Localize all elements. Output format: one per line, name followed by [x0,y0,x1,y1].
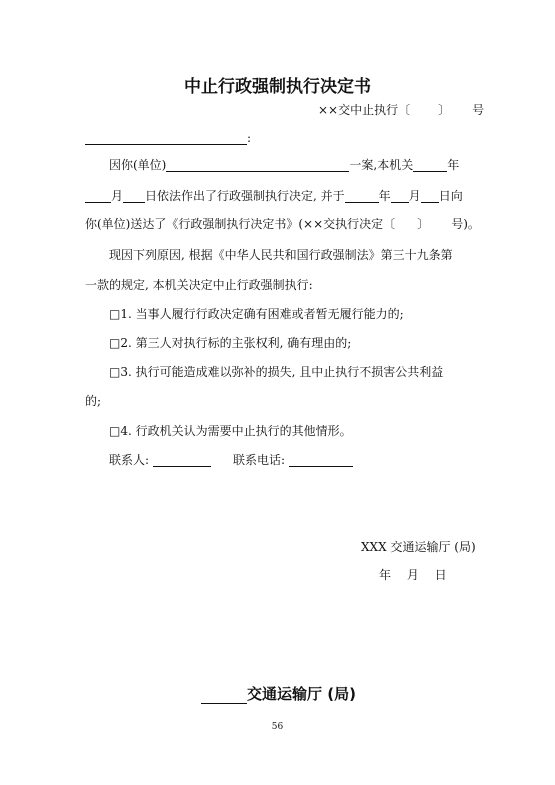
para1-text: 年 [378,189,391,203]
addressee-colon: : [247,131,252,145]
para1-text: 因你(单位) [109,158,167,172]
para1-text: 日向 [438,189,463,203]
blank [421,190,439,203]
blank [85,190,111,203]
reason-item-4: □4. 行政机关认为需要中止执行的其他情形。 [109,424,352,438]
document-number-bracket: 〕 [438,103,451,117]
para1-text: 月 [111,189,124,203]
page-number: 56 [271,722,284,732]
contact-line [109,453,353,467]
para2-line1: 现因下列原因, 根据《中华人民共和国行政强制法》第三十九条第 [109,248,453,262]
footer-org-title [201,683,356,704]
blank [123,190,145,203]
contact-phone-label: 联系电话: [233,453,286,467]
contact-person-label: 联系人: [109,453,150,467]
para1-text: 日依法作出了行政强制执行决定, 并于 [145,189,345,203]
para1-text: 〕 [417,217,430,231]
para1-line3 [85,217,480,231]
reason-item-2: □2. 第三人对执行标的主张权利, 确有理由的; [109,336,352,350]
para1-text: 号)。 [451,217,480,231]
addressee-blank [85,132,247,145]
case-blank [166,159,349,172]
reason-item-3: □3. 执行可能造成难以弥补的损失, 且中止执行不损害公共利益 [109,365,444,379]
footer-org-text: 交通运输厅 (局) [247,685,356,703]
addressee-line [85,131,251,145]
document-number-suffix: 号 [472,103,485,117]
signature-date: 年 月 日 [379,568,447,582]
contact-person-blank [153,454,211,467]
blank [391,190,409,203]
para1-text: 一案,本机关 [349,158,414,172]
document-number-prefix: ××交中止执行〔 [318,103,411,117]
document-title: 中止行政强制执行决定书 [184,77,371,97]
contact-phone-blank [289,454,353,467]
footer-org-blank [201,689,247,704]
para1-text: 月 [408,189,421,203]
reason-item-1: □1. 当事人履行行政决定确有困难或者暂无履行能力的; [109,307,404,321]
para1-text: 年 [447,158,460,172]
para1-line2 [85,189,463,203]
signature-org: XXX 交通运输厅 (局) [361,540,476,554]
year-blank [413,159,447,172]
blank [345,190,379,203]
para2-line2: 一款的规定, 本机关决定中止行政强制执行: [85,278,313,292]
para1-text: 你(单位)送达了《行政强制执行决定书》(××交执行决定〔 [85,217,396,231]
reason-item-3-cont: 的; [85,394,102,408]
para1-line1 [109,158,459,172]
document-number [318,101,484,118]
